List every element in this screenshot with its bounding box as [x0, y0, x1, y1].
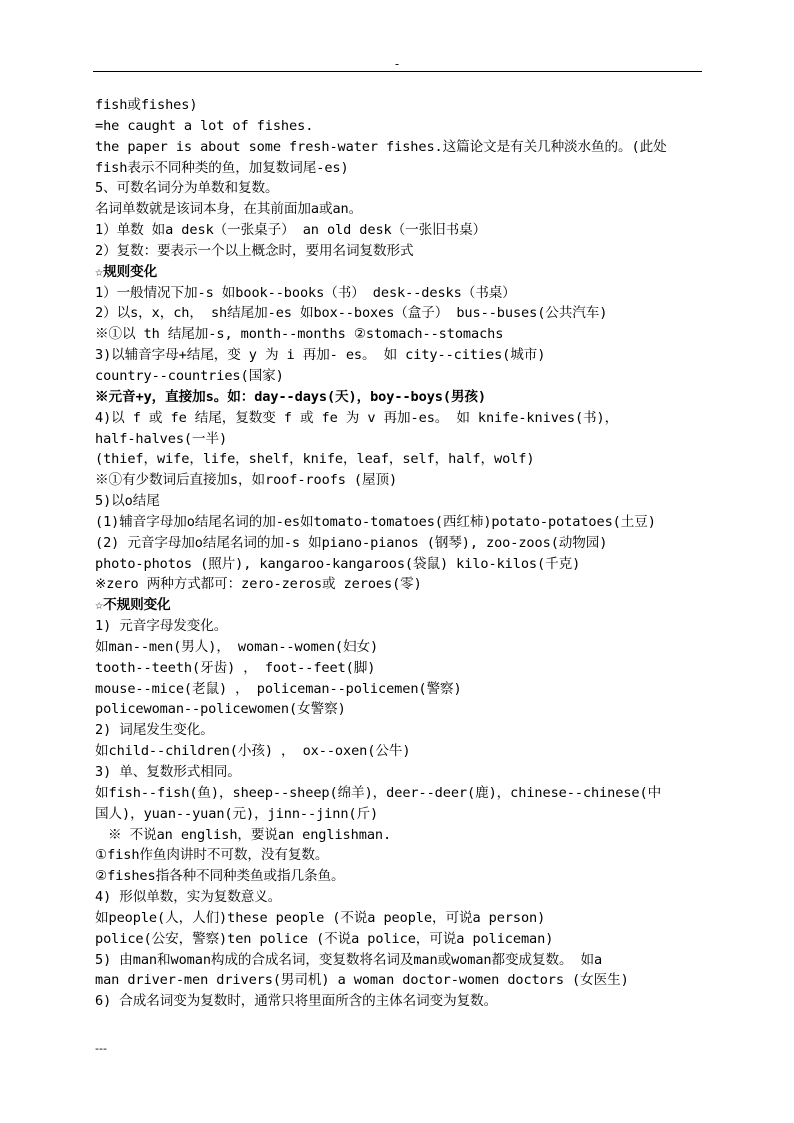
text-line: 5)以o结尾	[95, 493, 160, 510]
text-line: photo-photos (照片), kangaroo-kangaroos(袋鼠) kilo-kilos(千克)	[95, 555, 581, 572]
note-line-bold: ※元音+y，直接加s。如：day--days(天)，boy--boys(男孩)	[95, 388, 487, 405]
text-line: police(公安，警察)ten police (不说a police，可说a policeman)	[95, 930, 554, 947]
header-rule	[93, 71, 702, 72]
document-body	[95, 95, 707, 1012]
text-line: 2) 词尾发生变化。	[95, 722, 214, 739]
text-line: the paper is about some fresh-water fishes.这篇论文是有关几种淡水鱼的。(此处	[95, 138, 667, 155]
text-line: 如child--children(小孩) ， ox--oxen(公牛)	[95, 743, 411, 760]
text-line: (1)辅音字母加o结尾名词的加-es如tomato-tomatoes(西红柿)potato-potatoes(土豆)	[95, 513, 656, 530]
text-line: man driver-men drivers(男司机) a woman doctor-women doctors (女医生)	[95, 972, 629, 989]
text-line: ②fishes指各种不同种类鱼或指几条鱼。	[95, 868, 345, 885]
text-line: 4) 形似单数，实为复数意义。	[95, 889, 282, 906]
text-line: 名词单数就是该词本身，在其前面加a或an。	[95, 201, 363, 218]
text-line: 如people(人，人们)these people (不说a people，可说a person)	[95, 909, 546, 926]
text-line: (2) 元音字母加o结尾名词的加-s 如piano-pianos (钢琴), zoo-zoos(动物园)	[95, 534, 608, 551]
text-line: 如man--men(男人)， woman--women(妇女)	[95, 638, 379, 655]
text-line: 5、可数名词分为单数和复数。	[95, 180, 279, 197]
text-line: 2）以s，x，ch， sh结尾加-es 如box--boxes（盒子） bus--buses(公共汽车)	[95, 305, 608, 322]
text-line: =he caught a lot of fishes.	[95, 117, 314, 134]
page-header-mark: -	[394, 57, 400, 71]
text-line: 4)以 f 或 fe 结尾，复数变 f 或 fe 为 v 再加-es。 如 knife-knives(书)，	[95, 409, 619, 426]
text-line: ①fish作鱼肉讲时不可数，没有复数。	[95, 847, 329, 864]
section-heading-irregular: ☆不规则变化	[95, 597, 171, 614]
text-line: 1）一般情况下加-s 如book--books（书） desk--desks（书桌）	[95, 284, 516, 301]
text-line: ※①有少数词后直接加s，如roof-roofs (屋顶)	[95, 472, 398, 489]
text-line: 6) 合成名词变为复数时，通常只将里面所含的主体名词变为复数。	[95, 993, 498, 1010]
text-line: 5) 由man和woman构成的合成名词，变复数将名词及man或woman都变成复数。 如a	[95, 951, 603, 968]
text-line: 1) 元音字母发变化。	[95, 618, 228, 635]
text-line: 国人)，yuan--yuan(元)，jinn--jinn(斤)	[95, 805, 379, 822]
text-line: mouse--mice(老鼠) ， policeman--policemen(警察)	[95, 680, 462, 697]
text-line: ※zero 两种方式都可：zero-zeros或 zeroes(零)	[95, 576, 422, 593]
section-heading-regular: ☆规则变化	[95, 263, 158, 280]
text-line: policewoman--policewomen(女警察)	[95, 701, 346, 718]
text-line: 3)以辅音字母+结尾，变 y 为 i 再加- es。 如 city--cities(城市)	[95, 347, 546, 364]
text-line: fish或fishes)	[95, 97, 198, 113]
text-line: ※ 不说an english，要说an englishman.	[108, 826, 392, 843]
text-line: half-halves(一半)	[95, 430, 228, 447]
text-line: tooth--teeth(牙齿) ， foot--feet(脚)	[95, 659, 376, 676]
text-line: 如fish--fish(鱼)，sheep--sheep(绵羊)，deer--deer(鹿)，chinese--chinese(中	[95, 784, 662, 801]
text-line: ※①以 th 结尾加-s, month--months ②stomach--stomachs	[95, 326, 504, 343]
text-line: (thief，wife，life，shelf，knife，leaf，self，half，wolf)	[95, 451, 535, 468]
text-line: country--countries(国家)	[95, 367, 284, 384]
page-footer-mark: ---	[95, 1042, 107, 1055]
text-line: 2）复数：要表示一个以上概念时，要用名词复数形式	[95, 242, 414, 259]
text-line: 1）单数 如a desk（一张桌子） an old desk（一张旧书桌）	[95, 222, 487, 239]
text-line: 3) 单、复数形式相同。	[95, 764, 241, 780]
text-line: fish表示不同种类的鱼，加复数词尾-es)	[95, 159, 349, 176]
